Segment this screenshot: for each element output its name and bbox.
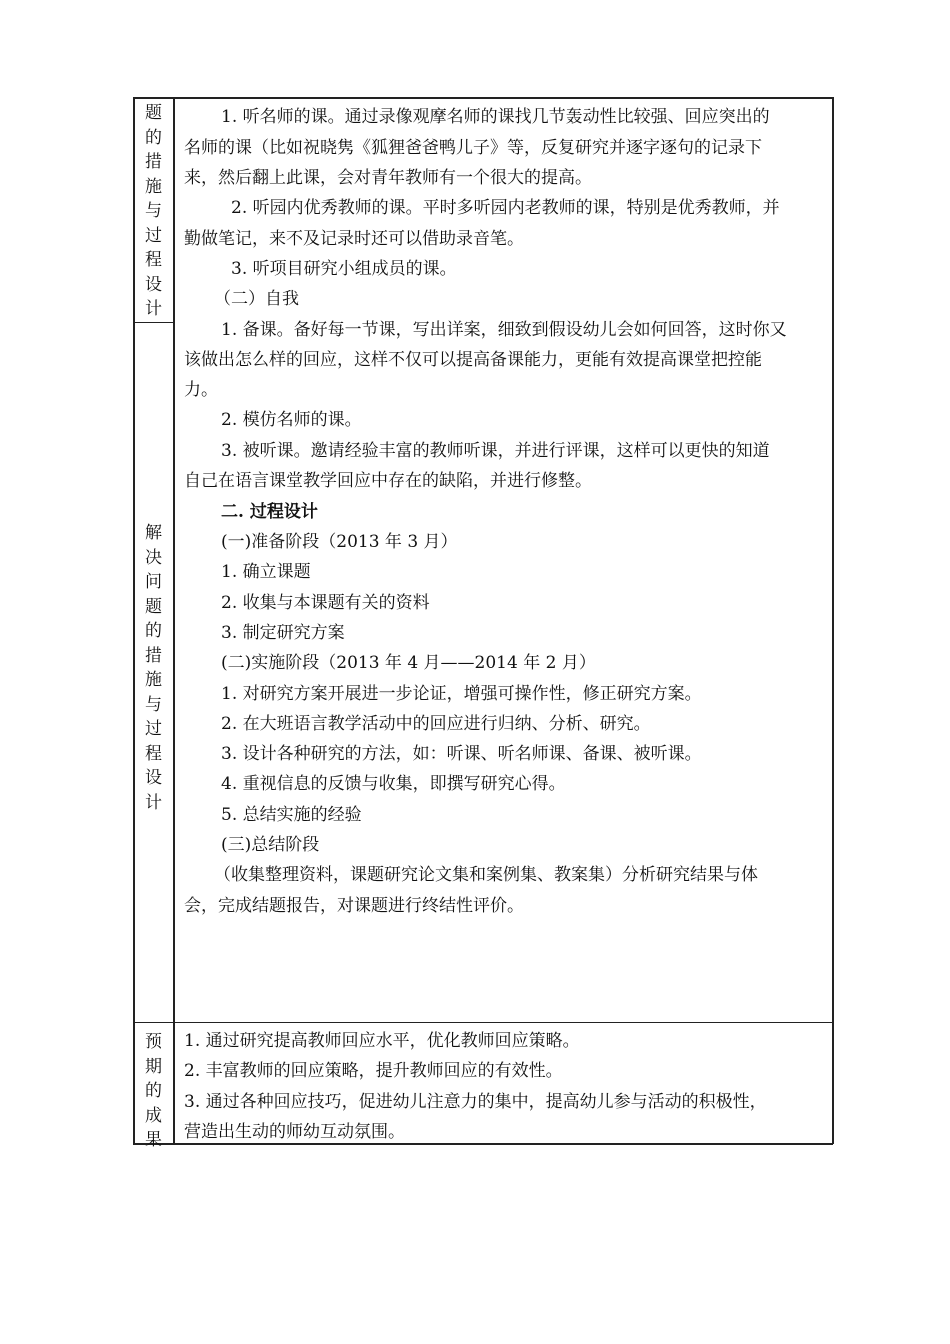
section-heading-self: （二）自我 [214,289,299,309]
vertical-label-char: 的 [145,621,162,641]
vertical-label-char: 程 [145,250,162,270]
vertical-label-char: 果 [145,1130,162,1150]
measure-line-8: 1. 备课。备好每一节课，写出详案，细致到假设幼儿会如何回答，这时你又 [221,320,787,340]
process-line-12: （收集整理资料，课题研究论文集和案例集、教案集）分析研究结果与体 [214,865,758,885]
measure-line-2: 名师的课（比如祝晓隽《狐狸爸爸鸭儿子》等，反复研究并逐字逐句的记录下 [184,138,762,158]
stage-preparation: (一)准备阶段（2013 年 3 月） [221,532,458,552]
measure-line-4: 2. 听园内优秀教师的课。平时多听园内老教师的课，特别是优秀教师，并 [231,198,780,218]
measure-line-6: 3. 听项目研究小组成员的课。 [231,259,457,279]
process-line-10: 5. 总结实施的经验 [221,805,362,825]
outcome-line-2: 2. 丰富教师的回应策略，提升教师回应的有效性。 [184,1061,563,1081]
measure-line-3: 来，然后翻上此课，会对青年教师有一个很大的提高。 [184,168,592,188]
vertical-label-char: 成 [145,1105,162,1126]
vertical-label-char: 计 [145,792,162,813]
vertical-label-char: 过 [145,719,162,739]
vertical-label-char: 题 [145,596,162,617]
measure-line-9: 该做出怎么样的回应，这样不仅可以提高备课能力，更能有效提高课堂把控能 [184,350,762,370]
vertical-label-char: 预 [145,1032,162,1052]
vertical-label-char: 问 [145,572,162,592]
vertical-label-char: 施 [145,176,162,197]
table-column-divider [173,97,175,1144]
measure-line-13: 自己在语言课堂教学回应中存在的缺陷，并进行修整。 [184,471,592,491]
stage-summary: (三)总结阶段 [221,835,320,855]
vertical-label-char: 措 [145,152,162,172]
vertical-label-char: 的 [145,1081,162,1101]
vertical-label-char: 题 [145,103,162,123]
outcome-line-4: 营造出生动的师幼互动氛围。 [184,1122,405,1142]
vertical-label-char: 与 [145,694,162,715]
measure-line-5: 勤做笔记，来不及记录时还可以借助录音笔。 [184,229,524,249]
row-divider [133,1022,833,1023]
measure-line-12: 3. 被听课。邀请经验丰富的教师听课，并进行评课，这样可以更快的知道 [221,441,770,461]
process-line-2: 1. 确立课题 [221,562,311,582]
vertical-label-char: 的 [145,127,162,148]
vertical-label-char: 措 [145,645,162,666]
left-cell-divider [133,322,174,323]
table-border-right [832,97,834,1144]
process-line-9: 4. 重视信息的反馈与收集，即撰写研究心得。 [221,774,566,794]
measure-line-1: 1. 听名师的课。通过录像观摩名师的课找几节轰动性比较强、回应突出的 [221,107,770,127]
outcome-line-3: 3. 通过各种回应技巧，促进幼儿注意力的集中，提高幼儿参与活动的积极性， [184,1092,767,1112]
label-cell-measures-process-continued [134,101,173,322]
vertical-label-char: 程 [145,743,162,764]
table-border-top [133,97,833,99]
vertical-label-char: 期 [145,1056,162,1077]
process-line-8: 3. 设计各种研究的方法，如：听课、听名师课、备课、被听课。 [221,744,702,764]
process-line-4: 3. 制定研究方案 [221,623,345,643]
vertical-label-char: 设 [145,274,162,295]
measure-line-10: 力。 [184,380,218,400]
measure-line-11: 2. 模仿名师的课。 [221,410,362,430]
label-cell-measures-process [134,521,173,815]
process-line-7: 2. 在大班语言教学活动中的回应进行归纳、分析、研究。 [221,714,651,734]
table-border-bottom [133,1143,833,1145]
process-line-3: 2. 收集与本课题有关的资料 [221,593,430,613]
label-cell-expected-outcomes [134,1030,173,1153]
vertical-label-char: 过 [145,225,162,246]
vertical-label-char: 施 [145,670,162,690]
vertical-label-char: 设 [145,768,162,788]
stage-implementation: (二)实施阶段（2013 年 4 月——2014 年 2 月） [221,653,596,673]
section-heading-process-design: 二. 过程设计 [221,502,318,522]
process-line-6: 1. 对研究方案开展进一步论证，增强可操作性，修正研究方案。 [221,684,702,704]
process-line-13: 会，完成结题报告，对课题进行终结性评价。 [184,896,524,916]
vertical-label-char: 决 [145,547,162,568]
vertical-label-char: 与 [145,201,162,221]
outcome-line-1: 1. 通过研究提高教师回应水平，优化教师回应策略。 [184,1031,580,1051]
vertical-label-char: 解 [145,523,162,543]
vertical-label-char: 计 [145,299,162,319]
